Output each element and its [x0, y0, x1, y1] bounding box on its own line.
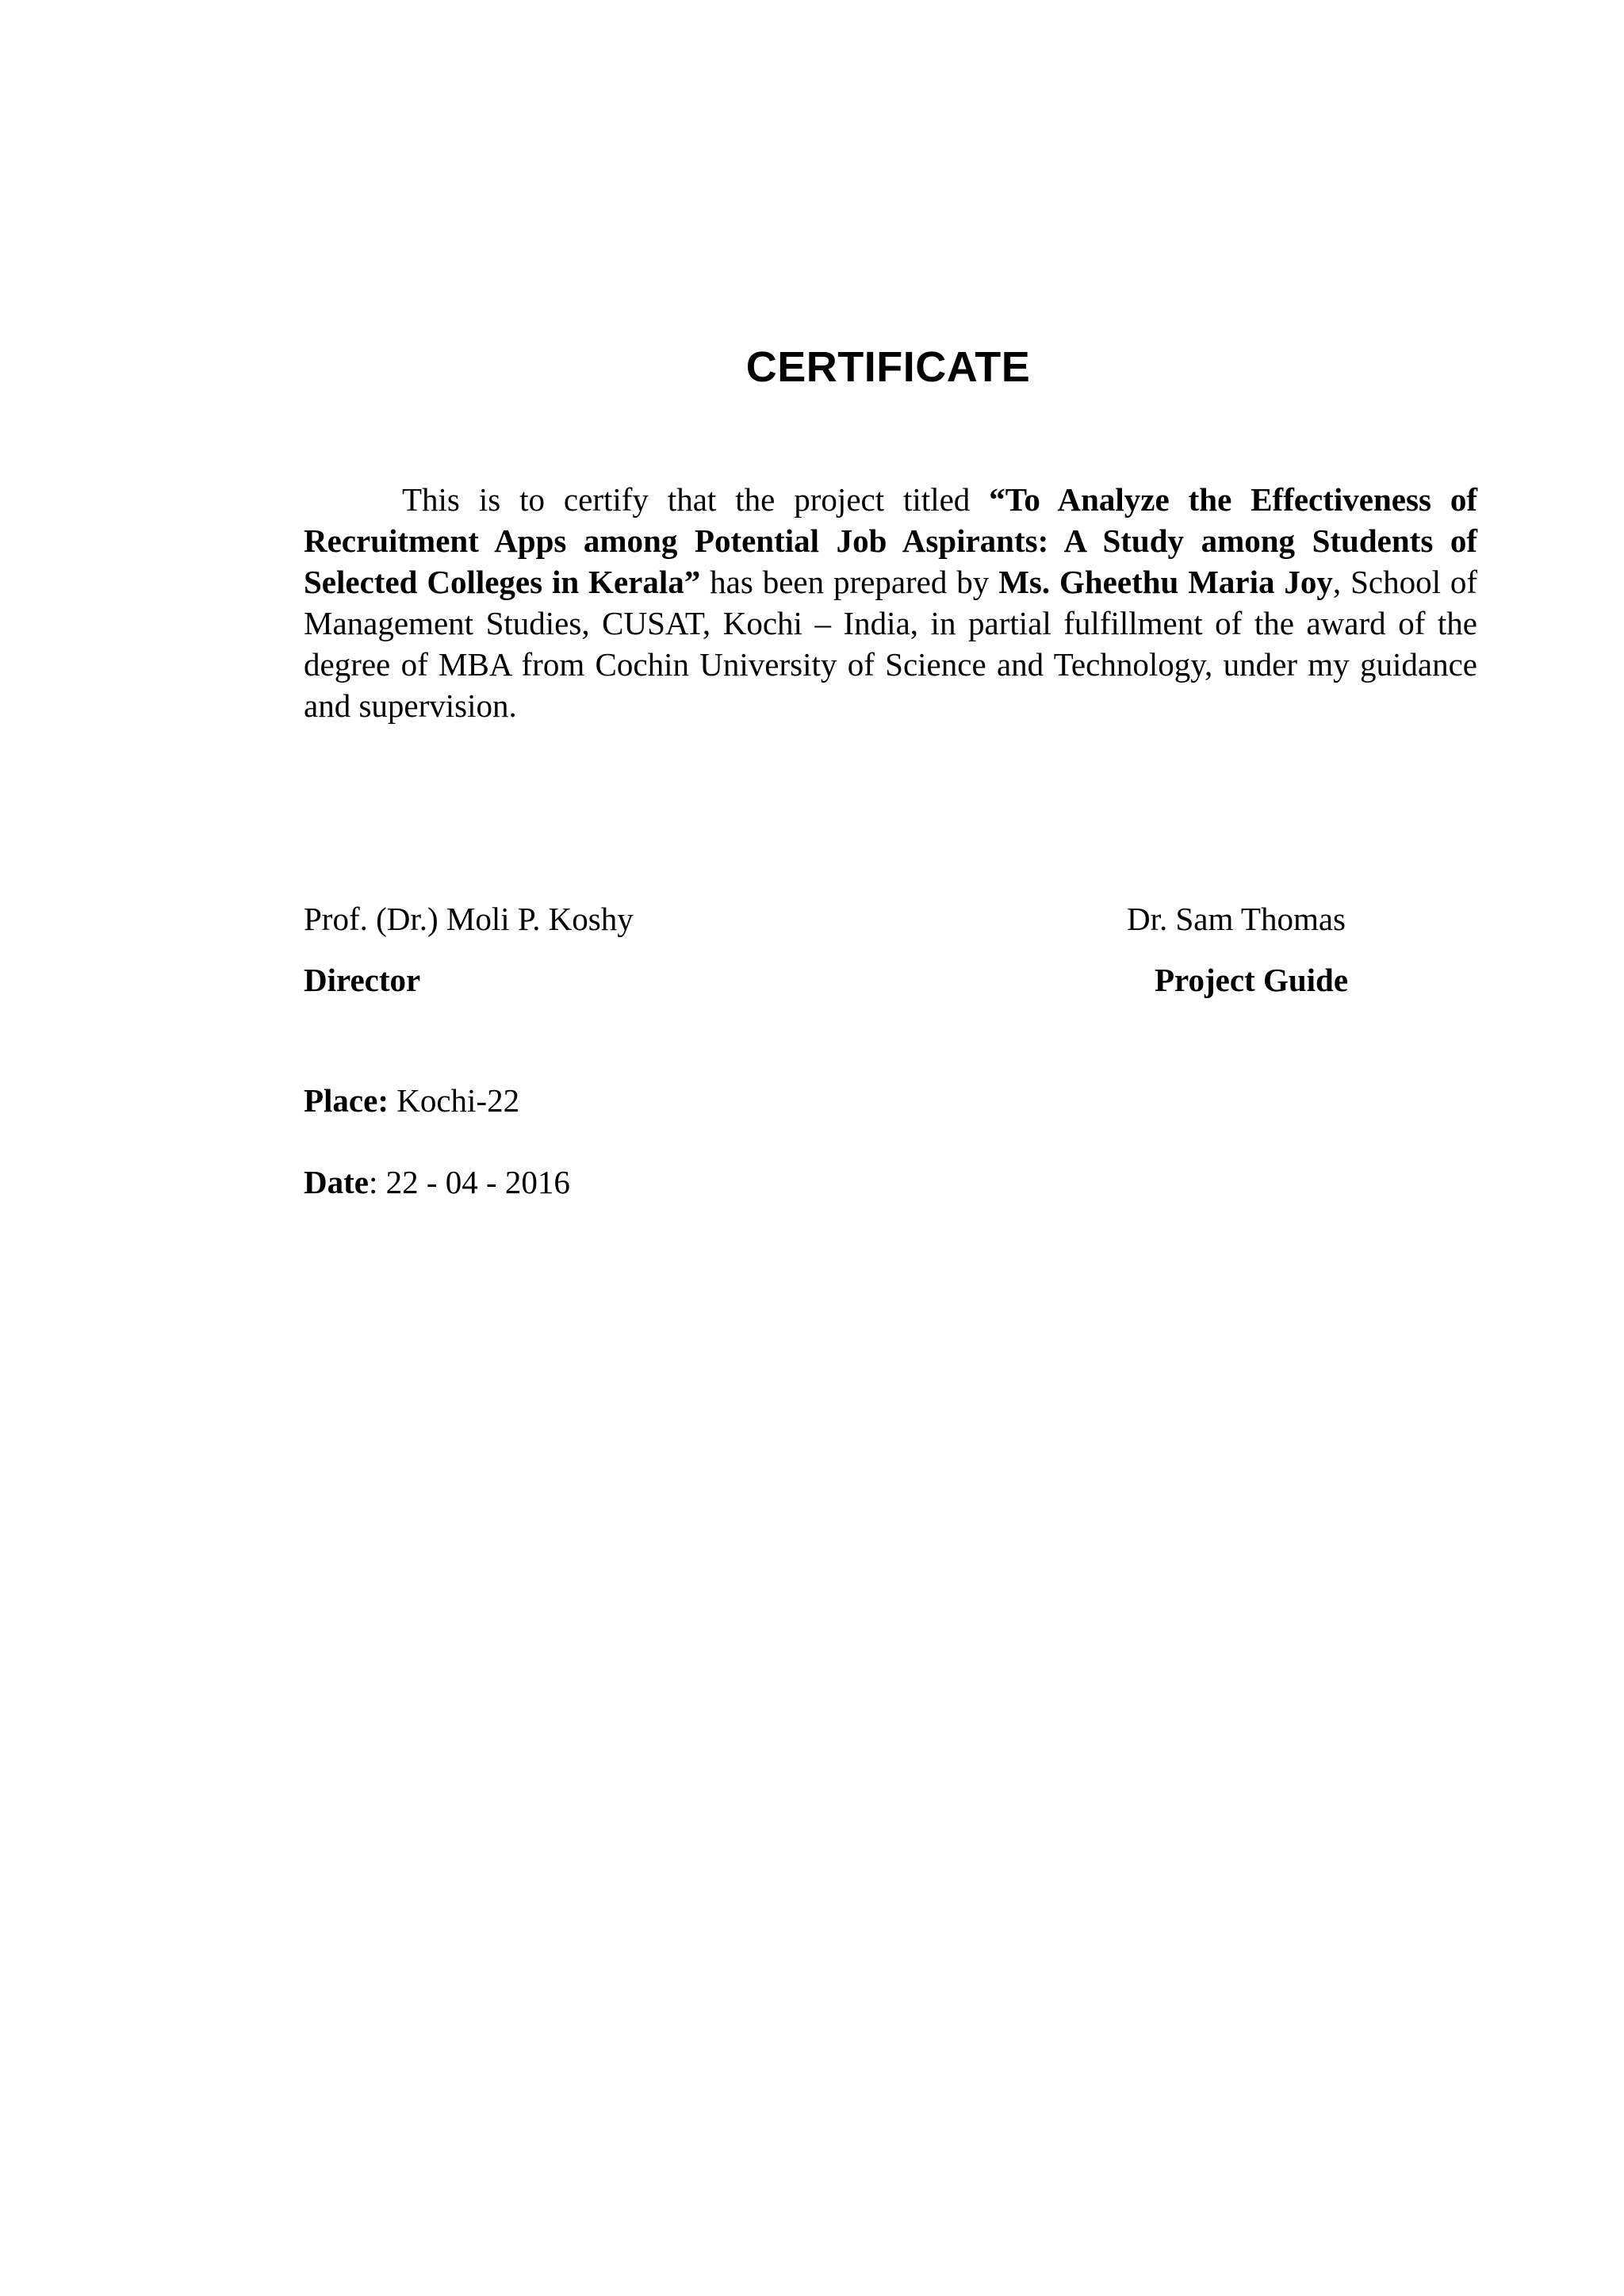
guide-role: Project Guide	[1155, 962, 1349, 998]
place-label: Place:	[304, 1082, 389, 1119]
place-value: Kochi-22	[388, 1082, 520, 1119]
guide-name: Dr. Sam Thomas	[1127, 901, 1346, 937]
director-name: Prof. (Dr.) Moli P. Koshy	[304, 901, 634, 937]
certificate-body	[304, 479, 1477, 726]
page-title: CERTIFICATE	[745, 343, 1031, 391]
body-rest: , School of Management Studies, CUSAT, Kochi – India, in partial fulfillment of the award of the degree of MBA from Cochin University of Science and Technology, under my guidance and supervision.	[304, 564, 1478, 724]
date-line	[304, 1163, 570, 1201]
body-intro: This is to certify that the project titled	[402, 481, 990, 518]
date-value: : 22 - 04 - 2016	[368, 1164, 570, 1200]
body-prepared-by: has been prepared by	[700, 564, 999, 600]
director-role: Director	[304, 962, 421, 998]
student-name: Ms. Gheethu Maria Joy	[998, 564, 1333, 600]
place-line	[304, 1081, 519, 1119]
project-title: “To Analyze the Effectiveness of Recruitment Apps among Potential Job Aspirants: A Study among Students of Selected Colleges in Kerala”	[304, 481, 1477, 600]
date-label: Date	[304, 1164, 369, 1200]
